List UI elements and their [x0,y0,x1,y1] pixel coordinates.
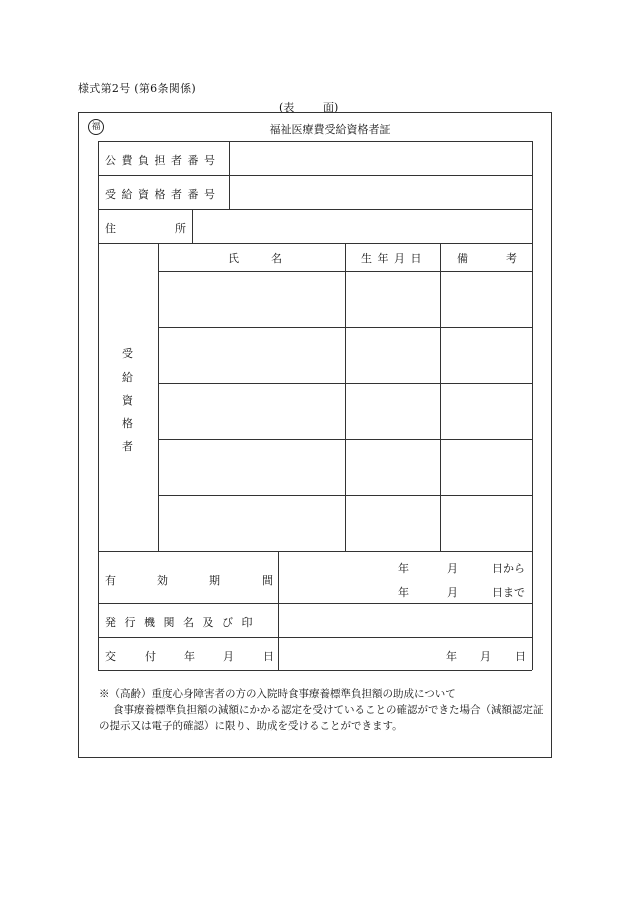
recipient-number-label: 受 給 資 格 者 番 号 [105,188,216,201]
notes-heading: ※（高齢）重度心身障害者の方の入院時食事療養標準負担額の助成について [99,688,456,700]
form-number: 様式第2号 (第6条関係) [78,82,196,95]
validity-from-year: 年 [398,562,409,575]
validity-to-year: 年 [398,586,409,599]
notes [99,686,545,734]
public-payer-number-field[interactable] [230,142,532,175]
vertical-label-char: 受 [122,347,133,360]
validity-to-month: 月 [447,586,458,599]
col-name-second: 名 [271,252,282,265]
validity-label-char: 期 [209,574,220,587]
validity-label-char: 効 [157,574,168,587]
issuer-label: 発 行 機 関 名 及 び 印 [105,616,255,629]
notes-body: 食事療養標準負担額の減額にかかる認定を受けていることの確認ができた場合（減額認定証の提示又は電子的確認）に限り、助成を受けることができます。 [99,704,544,732]
issue-date-label-char: 日 [263,650,274,663]
recipient-name-cell[interactable] [159,440,345,495]
validity-to-day: 日まで [492,586,525,599]
col-birthdate: 生 年 月 日 [361,252,423,265]
recipient-number-field[interactable] [230,176,532,209]
certificate-title: 福祉医療費受給資格者証 [269,123,391,136]
vertical-label-char: 者 [122,440,133,453]
issue-date-label-char: 交 [105,650,116,663]
issuer-field[interactable] [279,604,532,637]
validity-label-char: 有 [105,574,116,587]
public-payer-number-label: 公 費 負 担 者 番 号 [105,154,216,167]
validity-label-char: 間 [262,574,273,587]
face-label-close: 面) [323,101,339,114]
face-label-open: (表 [279,101,295,114]
recipient-name-cell[interactable] [159,272,345,327]
col-remarks-first: 備 [457,252,468,265]
col-name-first: 氏 [228,252,239,265]
recipient-name-cell[interactable] [159,328,345,383]
issue-date-label-char: 年 [184,650,195,663]
issue-month: 月 [480,650,491,663]
address-field[interactable] [193,210,532,243]
recipient-name-cell[interactable] [159,496,345,551]
col-remarks-second: 考 [506,252,517,265]
validity-from-day: 日から [492,562,525,575]
issue-date-label-char: 月 [223,650,234,663]
issue-day: 日 [515,650,526,663]
issue-date-label-char: 付 [145,650,156,663]
vertical-label-char: 資 [122,394,133,407]
address-label-second: 所 [175,222,186,235]
issue-year: 年 [446,650,457,663]
seal-icon: 福 [88,119,104,135]
vertical-label-char: 格 [122,417,133,430]
address-label-first: 住 [105,222,116,235]
recipient-name-cell[interactable] [159,384,345,439]
vertical-label-char: 給 [122,371,133,384]
validity-from-month: 月 [447,562,458,575]
